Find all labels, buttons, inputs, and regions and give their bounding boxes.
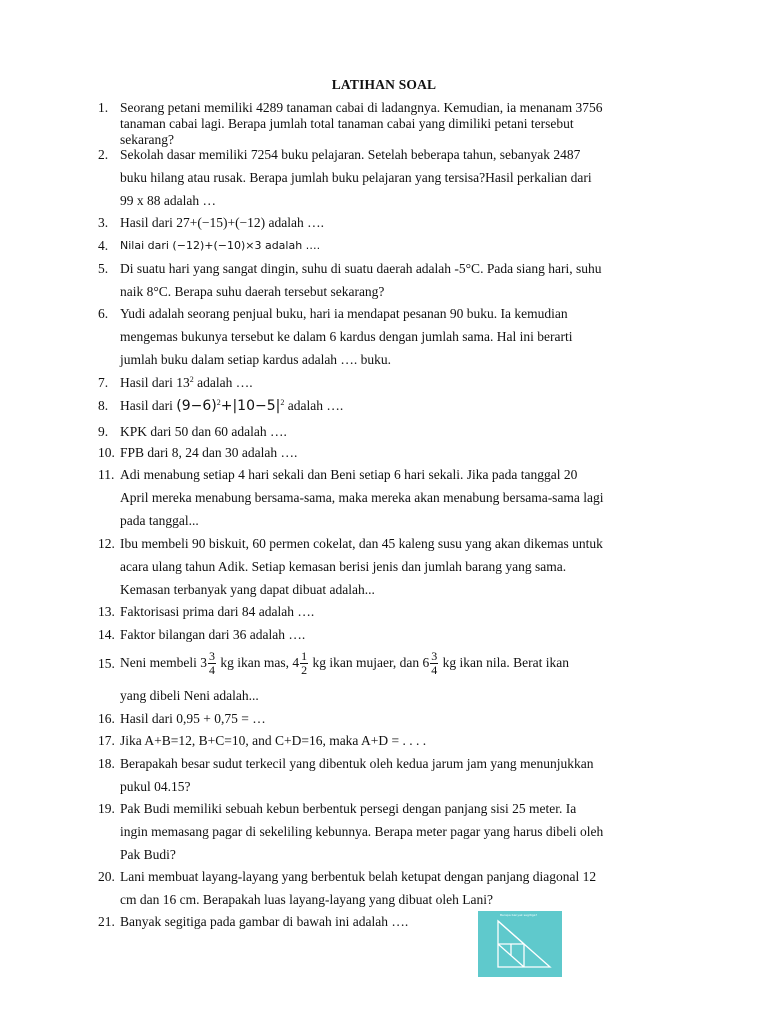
question-text: Nilai dari (−12)+(−10)×3 adalah …. bbox=[120, 239, 321, 252]
question-text bbox=[120, 375, 253, 391]
fraction-numerator: 3 bbox=[208, 649, 215, 664]
question-number: 14. bbox=[98, 627, 115, 642]
question-number: 15. bbox=[98, 656, 115, 671]
question-text: Faktor bilangan dari 36 adalah …. bbox=[120, 627, 306, 642]
text-segment: adalah …. bbox=[193, 375, 253, 390]
question-text: Adi menabung setiap 4 hari sekali dan Beni setiap 6 hari sekali. Jika pada tanggal 20 bbox=[120, 467, 578, 482]
question-text: mengemas bukunya tersebut ke dalam 6 kardus dengan jumlah sama. Hal ini berarti bbox=[120, 329, 573, 344]
question-text: Pak Budi memiliki sebuah kebun berbentuk persegi dengan panjang sisi 25 meter. Ia bbox=[120, 801, 577, 816]
question-text: pada tanggal... bbox=[120, 513, 199, 528]
text-segment: kg ikan mas, bbox=[216, 655, 293, 670]
question-number: 11. bbox=[98, 467, 115, 482]
text-segment: Hasil dari bbox=[120, 398, 177, 413]
fraction bbox=[300, 650, 308, 677]
question-text: Kemasan terbanyak yang dapat dibuat adalah... bbox=[120, 582, 375, 597]
question-text: Banyak segitiga pada gambar di bawah ini adalah …. bbox=[120, 914, 409, 929]
question-number: 3. bbox=[98, 215, 109, 230]
fraction-denominator: 4 bbox=[208, 663, 215, 678]
fraction bbox=[430, 650, 438, 677]
fraction-denominator: 2 bbox=[301, 663, 308, 678]
question-text: sekarang? bbox=[120, 132, 174, 147]
triangle-diagram bbox=[478, 911, 562, 977]
question-text: Faktorisasi prima dari 84 adalah …. bbox=[120, 604, 315, 619]
question-text: naik 8°C. Berapa suhu daerah tersebut sekarang? bbox=[120, 284, 385, 299]
question-text: 99 x 88 adalah … bbox=[120, 193, 216, 208]
math-expression: |10−5| bbox=[232, 398, 281, 414]
mixed-number-whole: 3 bbox=[200, 655, 207, 670]
mixed-number-whole: 6 bbox=[422, 655, 430, 670]
question-text: acara ulang tahun Adik. Setiap kemasan berisi jenis dan jumlah barang yang sama. bbox=[120, 559, 567, 574]
mixed-number-whole: 4 bbox=[292, 655, 300, 670]
question-number: 8. bbox=[98, 398, 109, 413]
question-number: 4. bbox=[98, 238, 109, 253]
text-segment: kg ikan nila. Berat ikan bbox=[439, 655, 570, 670]
fraction-denominator: 4 bbox=[431, 663, 438, 678]
question-number: 16. bbox=[98, 711, 115, 726]
question-text: Lani membuat layang-layang yang berbentuk belah ketupat dengan panjang diagonal 12 bbox=[120, 869, 597, 884]
figure-title: Berapa banyak segitiga? bbox=[500, 913, 538, 917]
power-exponent: 2 bbox=[216, 398, 221, 407]
page-title: LATIHAN SOAL bbox=[331, 77, 437, 92]
question-text: Sekolah dasar memiliki 7254 buku pelajaran. Setelah beberapa tahun, sebanyak 2487 bbox=[120, 147, 581, 162]
question-number: 20. bbox=[98, 869, 115, 884]
question-text: Di suatu hari yang sangat dingin, suhu di suatu daerah adalah -5°C. Pada siang hari, suhu bbox=[120, 261, 602, 276]
power-base: 13 bbox=[176, 375, 190, 390]
question-number: 1. bbox=[98, 100, 109, 115]
text-segment: Hasil dari bbox=[120, 375, 177, 390]
question-number: 2. bbox=[98, 147, 109, 162]
question-text: Seorang petani memiliki 4289 tanaman cabai di ladangnya. Kemudian, ia menanam 3756 bbox=[120, 100, 603, 115]
question-number: 19. bbox=[98, 801, 115, 816]
question-text: buku hilang atau rusak. Berapa jumlah buku pelajaran yang tersisa?Hasil perkalian dari bbox=[120, 170, 592, 185]
question-number: 17. bbox=[98, 733, 115, 748]
question-text: ingin memasang pagar di sekeliling kebunnya. Berapa meter pagar yang harus dibeli oleh bbox=[120, 824, 604, 839]
math-expression: (9−6) bbox=[176, 398, 217, 414]
question-number: 13. bbox=[98, 604, 115, 619]
fraction bbox=[208, 650, 216, 677]
question-text: Berapakah besar sudut terkecil yang dibentuk oleh kedua jarum jam yang menunjukkan bbox=[120, 756, 594, 771]
triangle-puzzle-figure bbox=[478, 911, 562, 977]
question-number: 7. bbox=[98, 375, 109, 390]
question-number: 9. bbox=[98, 424, 109, 439]
question-text: KPK dari 50 dan 60 adalah …. bbox=[120, 424, 287, 439]
question-number: 18. bbox=[98, 756, 115, 771]
plus-sign: + bbox=[220, 398, 233, 414]
question-text bbox=[120, 398, 343, 414]
question-number: 21. bbox=[98, 914, 115, 929]
question-text: FPB dari 8, 24 dan 30 adalah …. bbox=[120, 445, 298, 460]
question-text: Pak Budi? bbox=[120, 847, 176, 862]
question-text: April mereka menabung bersama-sama, maka mereka akan menabung bersama-sama lagi bbox=[120, 490, 604, 505]
upper-diagonal bbox=[498, 921, 524, 944]
text-segment: kg ikan mujaer, dan bbox=[309, 655, 423, 670]
question-number: 6. bbox=[98, 306, 109, 321]
question-number: 10. bbox=[98, 445, 115, 460]
question-number: 12. bbox=[98, 536, 115, 551]
power-exponent: 2 bbox=[280, 398, 285, 407]
triangle-lines bbox=[498, 921, 550, 967]
question-text: Yudi adalah seorang penjual buku, hari ia mendapat pesanan 90 buku. Ia kemudian bbox=[120, 306, 568, 321]
power-exponent: 2 bbox=[189, 375, 194, 384]
question-text: yang dibeli Neni adalah... bbox=[120, 688, 259, 703]
question-text: pukul 04.15? bbox=[120, 779, 191, 794]
text-segment: adalah …. bbox=[284, 398, 344, 413]
question-text: Ibu membeli 90 biskuit, 60 permen cokelat, dan 45 kaleng susu yang akan dikemas untuk bbox=[120, 536, 603, 551]
question-text: tanaman cabai lagi. Berapa jumlah total tanaman cabai yang dimiliki petani tersebut bbox=[120, 116, 574, 131]
question-text: Hasil dari 0,95 + 0,75 = … bbox=[120, 711, 266, 726]
fraction-numerator: 1 bbox=[301, 649, 308, 664]
question-text bbox=[120, 648, 569, 678]
question-text: jumlah buku dalam setiap kardus adalah …. buku. bbox=[120, 352, 392, 367]
fraction-numerator: 3 bbox=[431, 649, 438, 664]
question-text: cm dan 16 cm. Berapakah luas layang-layang yang dibuat oleh Lani? bbox=[120, 892, 493, 907]
question-text: Jika A+B=12, B+C=10, and C+D=16, maka A+D = . . . . bbox=[120, 733, 427, 748]
question-text: Hasil dari 27+(−15)+(−12) adalah …. bbox=[120, 215, 325, 230]
question-number: 5. bbox=[98, 261, 109, 276]
text-segment: Neni membeli bbox=[120, 655, 201, 670]
